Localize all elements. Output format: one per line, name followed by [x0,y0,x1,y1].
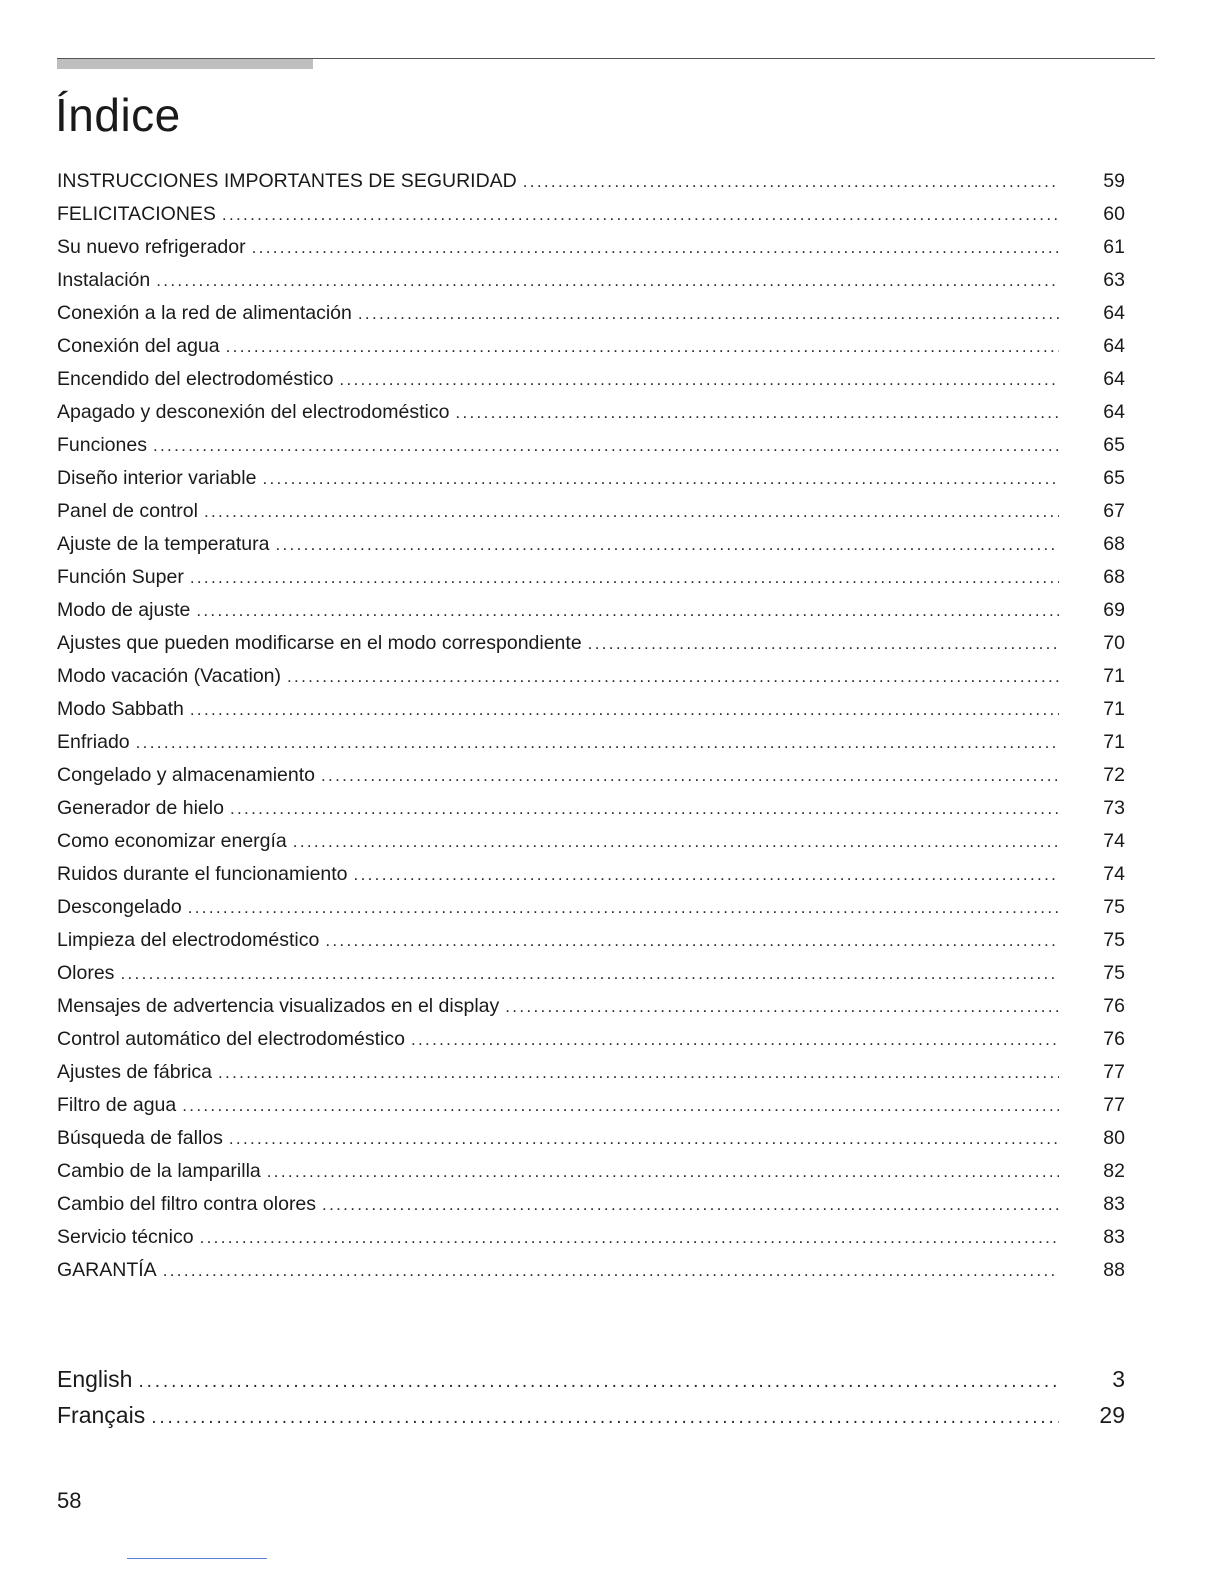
toc-entry-label: INSTRUCCIONES IMPORTANTES DE SEGURIDAD [57,170,517,192]
toc-leader-dots [226,330,1059,363]
toc-entry[interactable] [57,165,1125,198]
toc-entry-label: Ruidos durante el funcionamiento [57,863,348,885]
toc-entry[interactable] [57,594,1125,627]
toc-entry-label: Funciones [57,434,147,456]
toc-leader-dots [262,462,1059,495]
toc-entry-label: FELICITACIONES [57,203,216,225]
toc-entry-label: Su nuevo refrigerador [57,236,246,258]
toc-entry-label: Como economizar energía [57,830,287,852]
toc-entry[interactable] [57,891,1125,924]
toc-entry[interactable] [57,495,1125,528]
toc-entry-page: 76 [1103,1028,1125,1050]
toc-entry-label: Control automático del electrodoméstico [57,1028,405,1050]
toc-entry[interactable] [57,264,1125,297]
toc-entry[interactable] [57,825,1125,858]
toc-entry-label: Función Super [57,566,184,588]
toc-entry[interactable] [57,1155,1125,1188]
toc-entry-page: 71 [1103,731,1125,753]
toc-entry[interactable] [57,627,1125,660]
toc-entry-page: 83 [1103,1226,1125,1248]
toc-entry-page: 59 [1103,170,1125,192]
toc-leader-dots [196,594,1059,627]
toc-entry-page: 77 [1103,1094,1125,1116]
toc-entry-label: Limpieza del electrodoméstico [57,929,320,951]
language-entry-label: Français [57,1402,146,1428]
toc-entry[interactable] [57,693,1125,726]
toc-leader-dots [354,858,1059,891]
language-entry-page: 3 [1112,1366,1125,1392]
toc-entry-label: Ajuste de la temperatura [57,533,270,555]
language-entry-page: 29 [1099,1402,1125,1428]
toc-entry[interactable] [57,561,1125,594]
toc-entry[interactable] [57,1023,1125,1056]
toc-entry[interactable] [57,1089,1125,1122]
toc-entry-page: 82 [1103,1160,1125,1182]
language-index [57,1361,1125,1433]
toc-entry[interactable] [57,990,1125,1023]
toc-entry-page: 69 [1103,599,1125,621]
toc-entry-label: Búsqueda de fallos [57,1127,223,1149]
toc-leader-dots [120,957,1059,990]
page-number: 58 [57,1488,82,1513]
toc-entry[interactable] [57,297,1125,330]
toc-leader-dots [267,1155,1059,1188]
toc-entry-label: Modo vacación (Vacation) [57,665,282,687]
toc-entry-label: Modo de ajuste [57,599,191,621]
toc-entry-page: 76 [1103,995,1125,1017]
toc-entry-page: 72 [1103,764,1125,786]
language-entry-label: English [57,1366,133,1392]
toc-entry-page: 75 [1103,896,1125,918]
toc-leader-dots [138,1364,1059,1400]
toc-entry-page: 64 [1103,368,1125,390]
toc-entry-label: Congelado y almacenamiento [57,764,315,786]
toc-entry-page: 73 [1103,797,1125,819]
toc-entry[interactable] [57,1254,1125,1287]
toc-leader-dots [321,759,1059,792]
toc-leader-dots [275,528,1059,561]
toc-entry-label: Modo Sabbath [57,698,184,720]
toc-entry[interactable] [57,759,1125,792]
toc-leader-dots [222,198,1059,231]
toc-entry-label: GARANTÍA [57,1259,157,1281]
language-entry-english[interactable] [57,1361,1125,1397]
page-title: Índice [55,89,181,141]
header-accent-bar [57,59,313,69]
toc-entry-page: 75 [1103,929,1125,951]
toc-entry-label: Cambio del filtro contra olores [57,1193,317,1215]
toc-leader-dots [188,891,1059,924]
toc-entry-label: Apagado y desconexión del electrodoméstico [57,401,450,423]
toc-entry[interactable] [57,660,1125,693]
toc-entry-page: 65 [1103,467,1125,489]
toc-leader-dots [252,231,1059,264]
toc-entry[interactable] [57,1056,1125,1089]
toc-entry[interactable] [57,924,1125,957]
toc-leader-dots [151,1400,1059,1436]
toc-entry-label: Encendido del electrodoméstico [57,368,334,390]
toc-entry-label: Olores [57,962,115,984]
toc-leader-dots [153,429,1059,462]
toc-leader-dots [218,1056,1059,1089]
toc-entry[interactable] [57,528,1125,561]
toc-leader-dots [455,396,1059,429]
toc-leader-dots [200,1221,1059,1254]
toc-entry-page: 75 [1103,962,1125,984]
toc-leader-dots [182,1089,1059,1122]
toc-leader-dots [190,693,1059,726]
toc-entry[interactable] [57,1122,1125,1155]
toc-leader-dots [322,1188,1059,1221]
toc-leader-dots [230,792,1059,825]
toc-entry-page: 64 [1103,302,1125,324]
toc-entry[interactable] [57,462,1125,495]
toc-entry-page: 64 [1103,335,1125,357]
toc-leader-dots [204,495,1059,528]
toc-entry[interactable] [57,429,1125,462]
toc-entry[interactable] [57,396,1125,429]
toc-entry[interactable] [57,792,1125,825]
toc-leader-dots [358,297,1059,330]
toc-leader-dots [588,627,1059,660]
toc-leader-dots [339,363,1059,396]
toc-leader-dots [156,264,1059,297]
toc-entry[interactable] [57,363,1125,396]
toc-entry-label: Ajustes de fábrica [57,1061,213,1083]
toc-entry-page: 68 [1103,566,1125,588]
toc-entry-page: 77 [1103,1061,1125,1083]
toc-entry-label: Diseño interior variable [57,467,257,489]
toc-entry-page: 71 [1103,698,1125,720]
toc-leader-dots [325,924,1059,957]
toc-entry-label: Servicio técnico [57,1226,194,1248]
toc-entry[interactable] [57,858,1125,891]
toc-entry-page: 65 [1103,434,1125,456]
toc-entry[interactable] [57,1188,1125,1221]
toc-leader-dots [136,726,1059,759]
toc-entry-page: 64 [1103,401,1125,423]
toc-entry[interactable] [57,231,1125,264]
toc-entry[interactable] [57,198,1125,231]
toc-entry-label: Instalación [57,269,151,291]
toc-entry[interactable] [57,957,1125,990]
toc-entry[interactable] [57,330,1125,363]
toc-entry-page: 70 [1103,632,1125,654]
toc-entry-label: Conexión a la red de alimentación [57,302,352,324]
toc-entry-page: 88 [1103,1259,1125,1281]
toc-leader-dots [505,990,1059,1023]
toc-entry-page: 83 [1103,1193,1125,1215]
toc-leader-dots [190,561,1059,594]
toc-entry-label: Ajustes que pueden modificarse en el modo correspondiente [57,632,582,654]
toc-entry-page: 68 [1103,533,1125,555]
toc-entry[interactable] [57,1221,1125,1254]
toc-entry-label: Descongelado [57,896,182,918]
toc-entry-label: Panel de control [57,500,198,522]
footer-divider [127,1558,267,1559]
toc-leader-dots [163,1254,1059,1287]
toc-leader-dots [523,165,1059,198]
toc-entry-label: Enfriado [57,731,130,753]
toc-leader-dots [287,660,1059,693]
language-entry-francais[interactable] [57,1397,1125,1433]
toc-entry-page: 71 [1103,665,1125,687]
toc-entry-page: 67 [1103,500,1125,522]
toc-entry-page: 60 [1103,203,1125,225]
toc-entry-label: Mensajes de advertencia visualizados en el display [57,995,500,1017]
toc-entry[interactable] [57,726,1125,759]
toc-leader-dots [411,1023,1059,1056]
toc-entry-label: Filtro de agua [57,1094,177,1116]
toc-entry-label: Cambio de la lamparilla [57,1160,261,1182]
toc-entry-page: 74 [1103,830,1125,852]
toc-entry-label: Conexión del agua [57,335,220,357]
toc-entry-page: 61 [1103,236,1125,258]
toc-leader-dots [229,1122,1059,1155]
toc-leader-dots [293,825,1059,858]
table-of-contents [57,165,1125,1287]
toc-entry-page: 74 [1103,863,1125,885]
toc-entry-page: 80 [1103,1127,1125,1149]
toc-entry-label: Generador de hielo [57,797,224,819]
toc-entry-page: 63 [1103,269,1125,291]
